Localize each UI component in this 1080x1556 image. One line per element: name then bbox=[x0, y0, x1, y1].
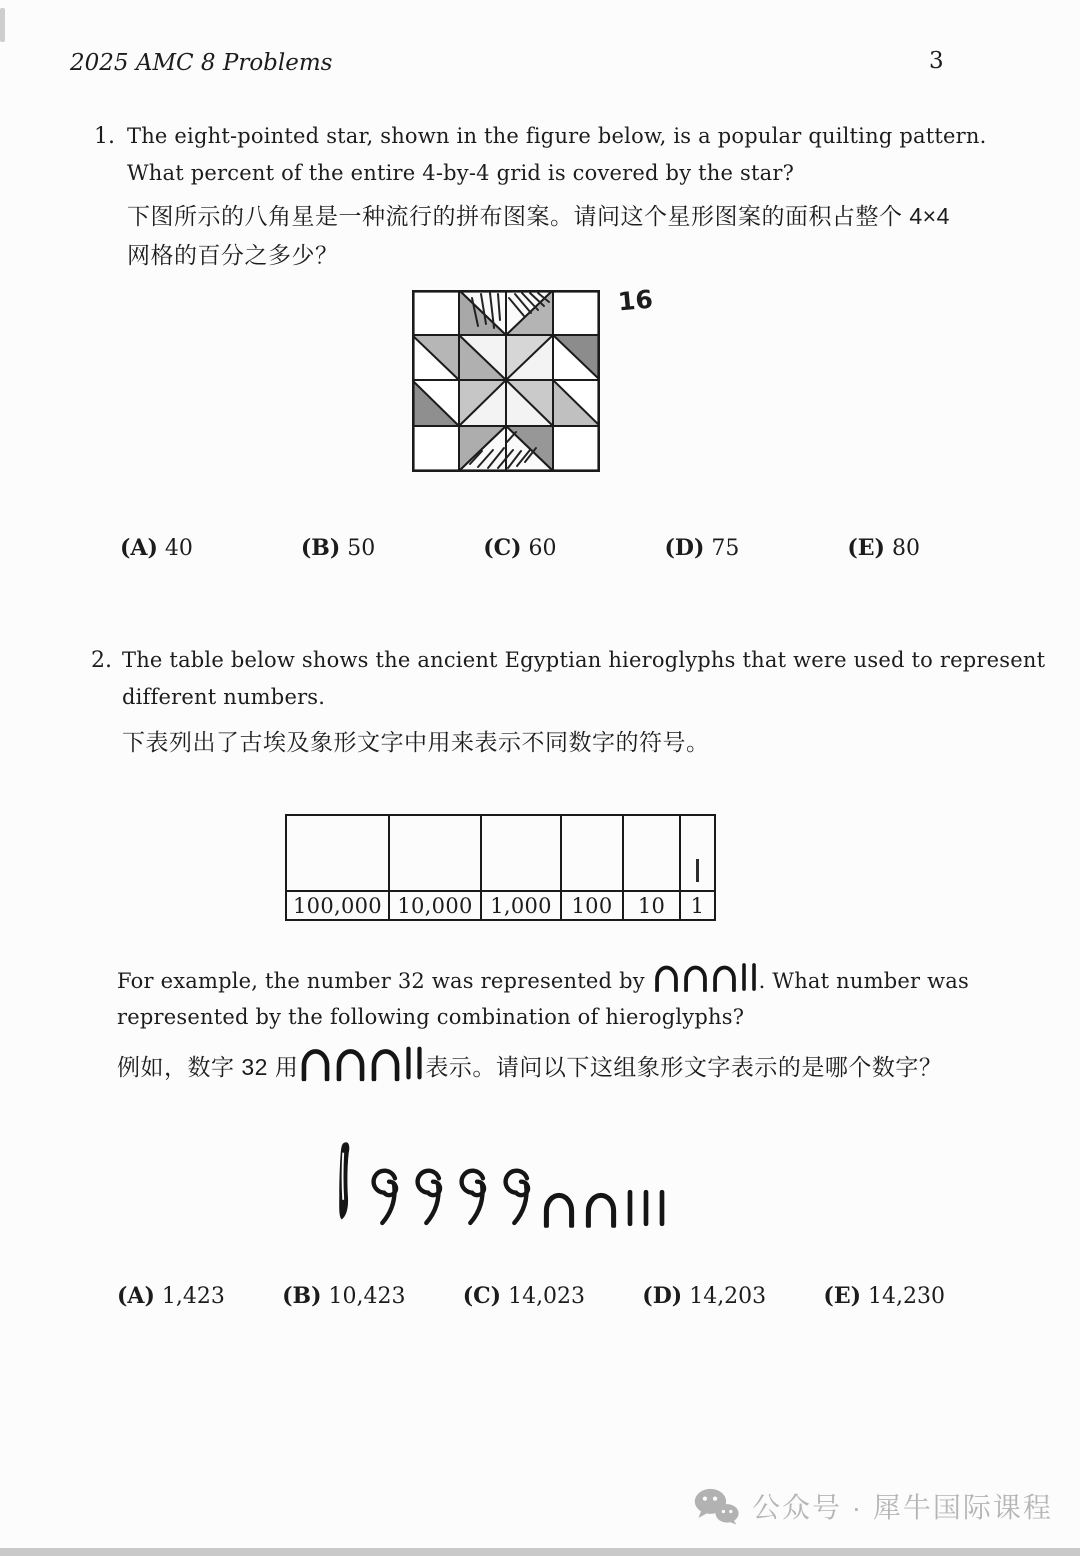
answer-choice bbox=[282, 1283, 405, 1309]
watermark-text: 公众号 · 犀牛国际课程 bbox=[752, 1492, 1053, 1523]
problem-2-choices bbox=[117, 1283, 945, 1309]
hieroglyph-combination-figure bbox=[333, 1130, 667, 1228]
choice-value: 1,423 bbox=[154, 1284, 225, 1309]
document-header-title: 2025 AMC 8 Problems bbox=[70, 50, 333, 76]
table-glyph-cell bbox=[482, 816, 560, 892]
arch-glyph bbox=[334, 1044, 367, 1082]
watermark bbox=[692, 1486, 1053, 1526]
scan-bottom-edge bbox=[0, 1548, 1080, 1556]
arch-glyph bbox=[541, 1188, 577, 1228]
answer-choice bbox=[823, 1283, 945, 1309]
table-value-cell: 100 bbox=[571, 893, 613, 918]
table-column bbox=[622, 816, 679, 919]
coil-glyph bbox=[497, 1164, 535, 1228]
answer-choice bbox=[665, 535, 740, 561]
choice-value: 60 bbox=[521, 536, 557, 561]
problem-1-number: 1. bbox=[94, 124, 115, 149]
table-value-cell: 1 bbox=[690, 893, 705, 918]
stroke-glyph bbox=[750, 963, 758, 991]
stroke-glyph bbox=[657, 1188, 667, 1228]
choice-label: (B) bbox=[282, 1283, 322, 1309]
table-value-cell: 100,000 bbox=[293, 893, 382, 918]
choice-value: 80 bbox=[884, 536, 920, 561]
choice-value: 14,203 bbox=[682, 1284, 767, 1309]
scan-artifact bbox=[0, 8, 5, 42]
table-column bbox=[388, 816, 480, 919]
table-column bbox=[287, 816, 388, 919]
handwritten-16-annotation: 16 bbox=[616, 284, 654, 317]
arch-glyph bbox=[653, 962, 680, 992]
example-zh-after: 表示。请问以下这组象形文字表示的是哪个数字？ bbox=[425, 1054, 943, 1080]
problem-1-text-en-line-2: What percent of the entire 4-by-4 grid is covered by the star? bbox=[127, 161, 795, 185]
problem-2-text-zh-line-1: 下表列出了古埃及象形文字中用来表示不同数字的符号。 bbox=[122, 729, 710, 755]
answer-choice bbox=[117, 1283, 225, 1309]
example-sentence-zh bbox=[117, 1044, 942, 1082]
example-zh-before: 例如，数字 32 用 bbox=[117, 1054, 299, 1080]
example-sentence-en-line-2: represented by the following combination of hieroglyphs? bbox=[117, 1005, 745, 1029]
arch-glyph bbox=[369, 1044, 402, 1082]
choice-label: (A) bbox=[117, 1283, 155, 1309]
choice-value: 14,023 bbox=[501, 1284, 586, 1309]
table-column bbox=[679, 816, 714, 919]
problem-2-text-en-line-1: The table below shows the ancient Egyptian hieroglyphs that were used to represent bbox=[122, 648, 1046, 672]
problem-1-text-en-line-1: The eight-pointed star, shown in the figure below, is a popular quilting pattern. bbox=[127, 124, 987, 148]
example-glyph-run-zh bbox=[298, 1054, 425, 1080]
problem-2-number: 2. bbox=[91, 648, 112, 673]
choice-value: 14,230 bbox=[861, 1284, 945, 1309]
hieroglyph-value-table bbox=[285, 814, 716, 921]
table-value-cell: 1,000 bbox=[490, 893, 552, 918]
table-glyph-cell bbox=[624, 816, 679, 892]
problem-1-text-zh-line-2: 网格的百分之多少？ bbox=[127, 242, 339, 268]
problem-1-choices bbox=[120, 535, 920, 561]
choice-label: (C) bbox=[462, 1283, 502, 1309]
problem-2-text-en-line-2: different numbers. bbox=[122, 685, 326, 709]
choice-label: (D) bbox=[664, 535, 705, 561]
wechat-icon bbox=[692, 1486, 740, 1526]
table-column bbox=[560, 816, 622, 919]
choice-label: (C) bbox=[483, 535, 522, 561]
example-en-before: For example, the number 32 was represented by bbox=[117, 969, 652, 993]
coil-glyph bbox=[453, 1164, 491, 1228]
stroke-glyph bbox=[740, 963, 748, 991]
choice-label: (E) bbox=[823, 1283, 862, 1309]
choice-value: 10,423 bbox=[321, 1284, 406, 1309]
table-glyph-cell bbox=[390, 816, 480, 892]
table-value-cell: 10,000 bbox=[397, 893, 473, 918]
answer-choice bbox=[120, 535, 193, 561]
table-column bbox=[480, 816, 560, 919]
coil-glyph bbox=[409, 1164, 447, 1228]
table-value-cell: 10 bbox=[637, 893, 666, 918]
answer-choice bbox=[301, 535, 375, 561]
stroke-glyph bbox=[415, 1046, 424, 1080]
choice-label: (D) bbox=[642, 1283, 683, 1309]
page-number: 3 bbox=[929, 48, 944, 74]
finger-glyph bbox=[333, 1134, 355, 1228]
answer-choice bbox=[483, 535, 556, 561]
coil-glyph bbox=[365, 1164, 403, 1228]
arch-glyph bbox=[299, 1044, 332, 1082]
problem-1-text-zh-line-1: 下图所示的八角星是一种流行的拼布图案。请问这个星形图案的面积占整个 4×4 bbox=[127, 203, 950, 229]
answer-choice bbox=[463, 1283, 585, 1309]
stroke-glyph bbox=[641, 1188, 651, 1228]
quilt-star-figure bbox=[412, 290, 600, 472]
table-glyph-cell bbox=[562, 816, 622, 892]
choice-value: 40 bbox=[157, 536, 193, 561]
choice-label: (E) bbox=[847, 535, 885, 561]
example-glyph-run-en bbox=[652, 969, 759, 993]
table-glyph-cell bbox=[287, 816, 388, 892]
stroke-glyph bbox=[404, 1046, 413, 1080]
choice-label: (A) bbox=[120, 535, 158, 561]
choice-label: (B) bbox=[300, 535, 341, 561]
choice-value: 50 bbox=[340, 536, 376, 561]
answer-choice bbox=[642, 1283, 766, 1309]
example-sentence-en-line-1 bbox=[117, 962, 969, 993]
arch-glyph bbox=[583, 1188, 619, 1228]
arch-glyph bbox=[711, 962, 738, 992]
stroke-glyph bbox=[625, 1188, 635, 1228]
table-glyph-cell bbox=[681, 816, 714, 892]
single-stroke-glyph bbox=[696, 859, 699, 882]
choice-value: 75 bbox=[704, 536, 740, 561]
example-en-after: . What number was bbox=[758, 969, 969, 993]
arch-glyph bbox=[682, 962, 709, 992]
answer-choice bbox=[847, 535, 920, 561]
